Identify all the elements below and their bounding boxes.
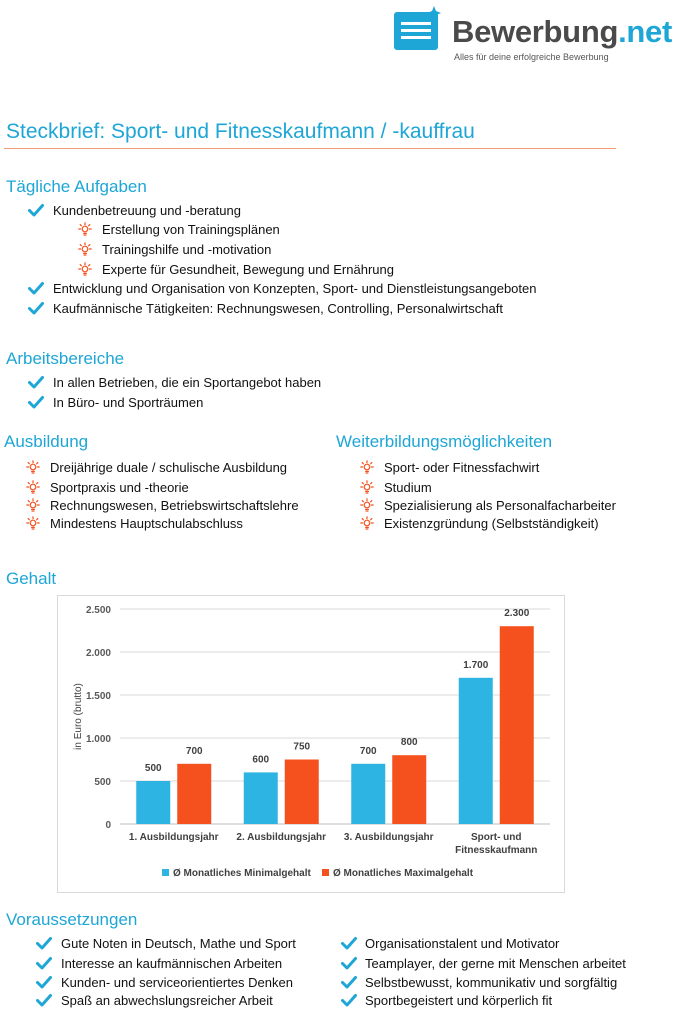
y-tick-label: 1.000 [85, 734, 111, 745]
list-item: Sportbegeistert und körperlich fit [341, 993, 691, 1009]
check-icon [28, 203, 44, 217]
list-item: Studium [360, 480, 690, 496]
y-tick-label: 2.000 [85, 648, 111, 659]
check-icon [28, 281, 44, 295]
data-label: 700 [359, 745, 377, 757]
lightbulb-icon [360, 498, 374, 512]
lightbulb-icon [78, 222, 92, 236]
list-item: Sport- oder Fitnessfachwirt [360, 460, 690, 476]
x-tick-label: 2. Ausbildungsjahr [236, 832, 327, 843]
bar [459, 678, 493, 824]
title-divider [4, 148, 616, 149]
check-icon [36, 956, 52, 970]
y-axis-title: in Euro (brutto) [73, 683, 84, 750]
data-label: 750 [293, 741, 311, 753]
data-label: 600 [252, 754, 270, 766]
list-item: Kundenbetreuung und -beratung [28, 203, 628, 219]
brand-logo[interactable] [452, 14, 672, 50]
y-tick-label: 500 [94, 777, 111, 788]
bar [285, 760, 319, 825]
lightbulb-icon [26, 498, 40, 512]
check-icon [36, 936, 52, 950]
bar [500, 626, 534, 824]
check-icon [28, 395, 44, 409]
check-icon [341, 975, 357, 989]
logo-icon [394, 6, 446, 52]
bar [136, 781, 170, 824]
list-item: Entwicklung und Organisation von Konzepten, Sport- und Dienstleistungsangeboten [28, 281, 648, 297]
check-icon [341, 936, 357, 950]
section-heading-gehalt: Gehalt [6, 569, 57, 588]
legend-label: Ø Monatliches Maximalgehalt [333, 868, 474, 879]
list-item: Selbstbewusst, kommunikativ und sorgfältig [341, 975, 691, 991]
lightbulb-icon [26, 460, 40, 474]
data-label: 700 [185, 745, 203, 757]
section-heading-ausbildung: Ausbildung [4, 432, 89, 451]
section-heading-bereiche: Arbeitsbereiche [6, 349, 125, 368]
x-tick-label: 1. Ausbildungsjahr [128, 832, 219, 843]
check-icon [341, 956, 357, 970]
list-item: Spaß an abwechslungsreicher Arbeit [36, 993, 336, 1009]
check-icon [28, 301, 44, 315]
bar [177, 764, 211, 824]
legend-swatch [322, 869, 329, 876]
lightbulb-icon [360, 480, 374, 494]
data-label: 800 [400, 737, 418, 749]
legend-label: Ø Monatliches Minimalgehalt [173, 868, 311, 879]
section-heading-weiterbildung: Weiterbildungsmöglichkeiten [336, 432, 553, 451]
lightbulb-icon [360, 460, 374, 474]
lightbulb-icon [26, 480, 40, 494]
legend-swatch [162, 869, 169, 876]
list-item: Kunden- und serviceorientiertes Denken [36, 975, 336, 991]
lightbulb-icon [26, 516, 40, 530]
list-item: Kaufmännische Tätigkeiten: Rechnungswesen, Controlling, Personalwirtschaft [28, 301, 648, 317]
list-item: Existenzgründung (Selbstständigkeit) [360, 516, 690, 532]
lightbulb-icon [78, 242, 92, 256]
data-label: 1.700 [463, 659, 489, 671]
lightbulb-icon [360, 516, 374, 530]
check-icon [341, 993, 357, 1007]
brand-tagline: Alles für deine erfolgreiche Bewerbung [454, 52, 609, 62]
check-icon [36, 993, 52, 1007]
section-heading-voraussetzungen: Voraussetzungen [6, 910, 138, 929]
list-item: Interesse an kaufmännischen Arbeiten [36, 956, 336, 972]
x-tick-label: 3. Ausbildungsjahr [343, 832, 434, 843]
section-heading-aufgaben: Tägliche Aufgaben [6, 177, 147, 196]
bar [351, 764, 385, 824]
check-icon [28, 375, 44, 389]
y-tick-label: 1.500 [85, 691, 111, 702]
brand-name: Bewerbung [452, 14, 619, 49]
x-tick-label: Sport- und [470, 832, 522, 843]
brand-tld: .net [618, 14, 673, 49]
bar [392, 755, 426, 824]
list-item: In allen Betrieben, die ein Sportangebot haben [28, 375, 628, 391]
data-label: 500 [144, 763, 162, 774]
bar [244, 772, 278, 824]
y-tick-label: 2.500 [85, 605, 111, 616]
data-label: 2.300 [504, 608, 530, 620]
list-item: Mindestens Hauptschulabschluss [26, 516, 336, 532]
list-item: Sportpraxis und -theorie [26, 480, 336, 496]
list-item: Spezialisierung als Personalfacharbeiter [360, 498, 690, 514]
list-item: Trainingshilfe und -motivation [78, 242, 628, 258]
x-tick-label: Fitnesskaufmann [455, 845, 538, 856]
list-item: Organisationstalent und Motivator [341, 936, 691, 952]
list-item: Dreijährige duale / schulische Ausbildung [26, 460, 336, 476]
y-tick-label: 0 [105, 820, 111, 831]
list-item: Gute Noten in Deutsch, Mathe und Sport [36, 936, 336, 952]
salary-chart [57, 595, 565, 893]
list-item: Teamplayer, der gerne mit Menschen arbeitet [341, 956, 691, 972]
lightbulb-icon [78, 262, 92, 276]
list-item: Experte für Gesundheit, Bewegung und Ernährung [78, 262, 628, 278]
check-icon [36, 975, 52, 989]
page-title: Steckbrief: Sport- und Fitnesskaufmann / -kauffrau [6, 120, 475, 143]
salary-chart-svg [58, 596, 564, 892]
list-item: In Büro- und Sporträumen [28, 395, 628, 411]
list-item: Rechnungswesen, Betriebswirtschaftslehre [26, 498, 336, 514]
list-item: Erstellung von Trainingsplänen [78, 222, 628, 238]
